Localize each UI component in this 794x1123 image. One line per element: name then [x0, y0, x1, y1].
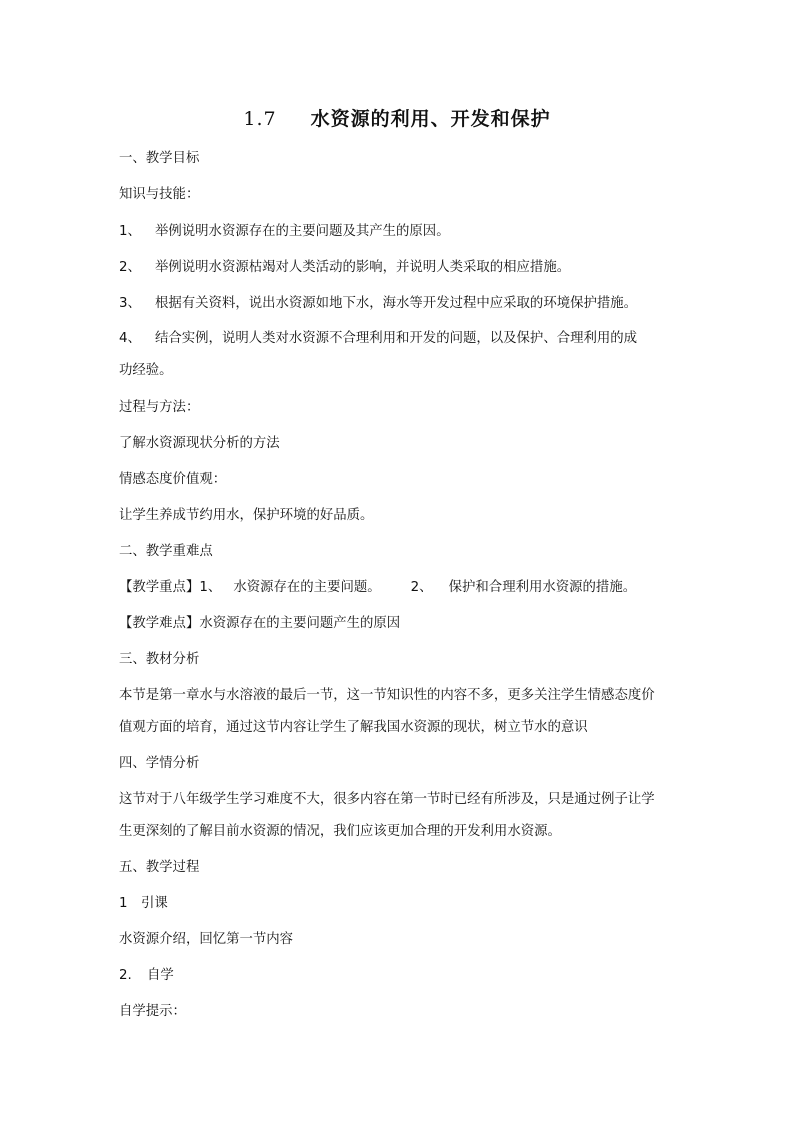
step-2 [119, 967, 174, 985]
goal-item-4-text: 结合实例，说明人类对水资源不合理利用和开发的问题，以及保护、合理利用的成 [155, 331, 638, 346]
section-heading-material: 三、教材分析 [119, 652, 200, 667]
goal-item-2-number: 2、 [119, 260, 141, 275]
process-method-label: 过程与方法： [119, 400, 200, 415]
step-1-label: 引课 [141, 896, 168, 911]
students-paragraph-line-1: 这节对于八年级学生学习难度不大，很多内容在第一节时已经有所涉及，只是通过例子让学 [119, 792, 655, 807]
difficulty-text: 水资源存在的主要问题产生的原因 [199, 616, 401, 631]
material-paragraph-line-2: 值观方面的培育，通过这节内容让学生了解我国水资源的现状，树立节水的意识 [119, 720, 588, 735]
material-paragraph-line-1: 本节是第一章水与水溶液的最后一节，这一节知识性的内容不多，更多关注学生情感态度价 [119, 688, 655, 703]
section-heading-goals: 一、教学目标 [119, 151, 200, 166]
knowledge-label: 知识与技能： [119, 187, 200, 202]
step-2-label: 自学 [147, 968, 174, 983]
emotion-label: 情感态度价值观： [119, 472, 227, 487]
goal-item-3-text: 根据有关资料，说出水资源如地下水，海水等开发过程中应采取的环境保护措施。 [155, 296, 638, 311]
title-number: 1.7 [243, 108, 277, 130]
goal-item-4-continued: 功经验。 [119, 363, 173, 378]
section-heading-process: 五、教学过程 [119, 860, 200, 875]
goal-item-2 [119, 259, 570, 277]
goal-item-1 [119, 223, 450, 241]
key-points-label: 【教学重点】 [119, 580, 200, 595]
section-heading-key-points: 二、教学重难点 [119, 544, 213, 559]
goal-item-3-number: 3、 [119, 296, 141, 311]
students-paragraph-line-2: 生更深刻的了解目前水资源的情况，我们应该更加合理的开发利用水资源。 [119, 824, 561, 839]
step-1-text: 水资源介绍，回忆第一节内容 [119, 932, 294, 947]
step-1 [119, 895, 168, 913]
key-points-line [119, 579, 636, 597]
key-point-1-text: 水资源存在的主要问题。 [233, 580, 381, 595]
goal-item-1-number: 1、 [119, 224, 141, 239]
title-text: 水资源的利用、开发和保护 [310, 108, 551, 130]
goal-item-4-number: 4、 [119, 331, 141, 346]
step-1-number: 1 [119, 896, 128, 911]
step-2-hint: 自学提示： [119, 1004, 186, 1019]
process-method-text: 了解水资源现状分析的方法 [119, 436, 280, 451]
difficulty-line [119, 615, 400, 633]
key-point-2-text: 保护和合理利用水资源的措施。 [448, 580, 637, 595]
emotion-text: 让学生养成节约用水，保护环境的好品质。 [119, 508, 374, 523]
step-2-number: 2. [119, 968, 132, 983]
goal-item-3 [119, 295, 637, 313]
goal-item-2-text: 举例说明水资源枯竭对人类活动的影响，并说明人类采取的相应措施。 [155, 260, 571, 275]
goal-item-1-text: 举例说明水资源存在的主要问题及其产生的原因。 [155, 224, 450, 239]
key-point-1-number: 1、 [199, 580, 222, 595]
goal-item-4 [119, 330, 637, 348]
key-point-2-number: 2、 [410, 580, 433, 595]
difficulty-label: 【教学难点】 [119, 616, 200, 631]
page-title [0, 104, 794, 131]
section-heading-students: 四、学情分析 [119, 756, 200, 771]
